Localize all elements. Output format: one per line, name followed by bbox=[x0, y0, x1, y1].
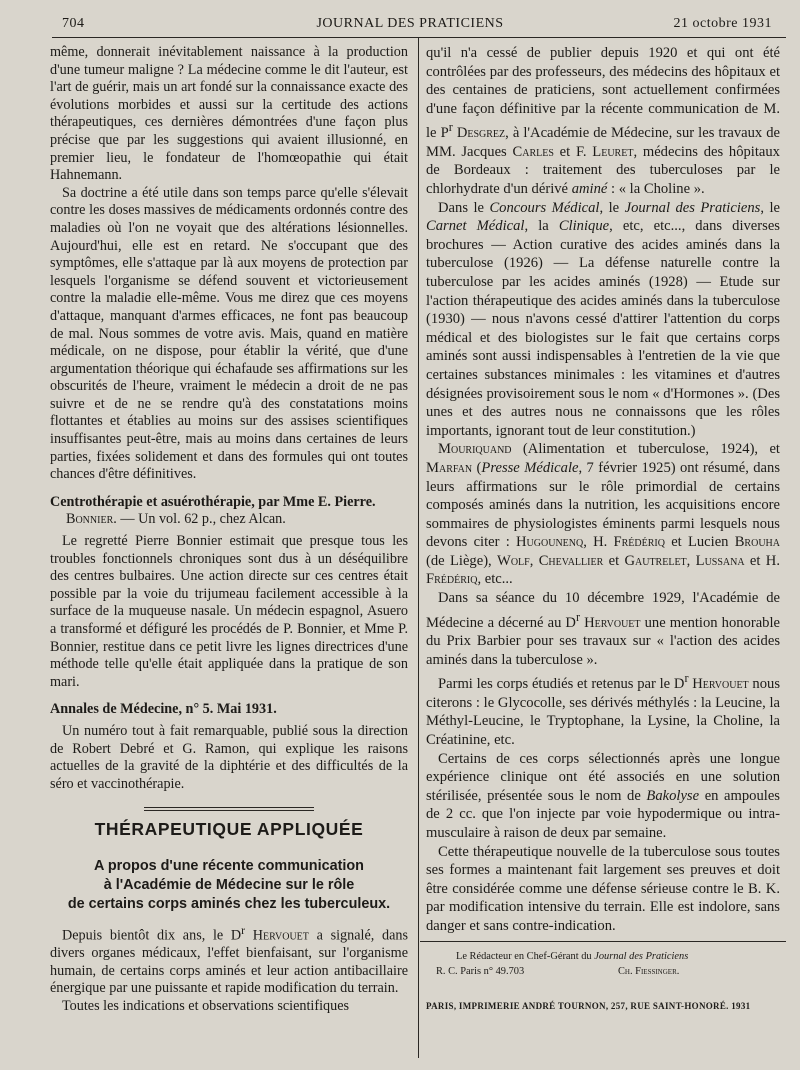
colophon-line bbox=[436, 964, 780, 979]
person-name: Leuret bbox=[592, 143, 634, 160]
text-run: ( bbox=[472, 459, 482, 476]
person-name: Wolf bbox=[497, 552, 530, 569]
superscript: r bbox=[684, 671, 689, 686]
text-run: Dans le bbox=[438, 199, 490, 216]
publication-name: Carnet Médical bbox=[426, 218, 525, 235]
person-name: Hervouet bbox=[692, 676, 749, 693]
superscript: r bbox=[448, 120, 453, 135]
review-body: Le regretté Pierre Bonnier estimait que presque tous les troubles fonctionnels chroniques sont dus à un déséquilibre des centres bulbaires. Une action directe sur ces centres était possible par la voie du trijumeau facilement accessible à la surface de la muqueuse nasale. Un médecin espagnol, Asuero a transformé et défiguré les procédés de P. Bonnier, et Mme P. Bonnier, restitue dans ce petit livre les lignes directrices d'une méthode telle qu'elle était appliquée dans la pratique de son mari. bbox=[50, 533, 408, 690]
page-number: 704 bbox=[62, 16, 85, 31]
text-run: Certains de ces corps sélectionnés après une longue expérience clinique ont été associés en une solution stérilisée, présentée sous le nom de bbox=[426, 750, 780, 804]
registry-number: R. C. Paris n° 49.703 bbox=[436, 966, 525, 978]
colophon-line bbox=[436, 949, 780, 964]
section-title: THÉRAPEUTIQUE APPLIQUÉE bbox=[94, 819, 364, 840]
article-subheading bbox=[50, 857, 408, 914]
issue-date: 21 octobre 1931 bbox=[673, 16, 772, 31]
text-run: , bbox=[529, 552, 539, 569]
right-column bbox=[426, 44, 780, 1016]
person-name: Frédériq bbox=[613, 534, 665, 551]
text-run: : « la Choline ». bbox=[607, 181, 705, 198]
text-run: une mention honorable du Prix Barbier pour ses travaux sur « l'action des acides aminés dans la tuberculose ». bbox=[426, 614, 780, 668]
review-byline bbox=[50, 511, 408, 529]
review-title: Annales de Médecine, n° 5. Mai 1931. bbox=[50, 701, 277, 718]
text-run: , le bbox=[599, 199, 625, 216]
left-column bbox=[50, 44, 408, 1016]
text-run: qu'il n'a cessé de publier depuis 1920 et qui ont été contrôlées par des professeurs, des médecins des hôpitaux et des centaines de praticiens, sont actuellement confirmées d'une façon définitive par la récente communication de M. le P bbox=[426, 45, 780, 142]
person-name: Desgrez bbox=[456, 125, 506, 142]
article-paragraph bbox=[426, 199, 780, 441]
text-run: , 7 février 1925) ont résumé, dans leurs affirmations sur le rôle primordial de certains composés aminés dans la nutrition, les acquisitions encore sommaires de physiologistes éminents parmi lesquels nous devons citer : bbox=[426, 459, 781, 551]
product-name: Bakolyse bbox=[646, 787, 700, 804]
article-paragraph bbox=[426, 44, 780, 199]
text-run: , etc, etc..., dans diverses brochures — Action curative des acides aminés dans la tuberculose (1926) — La défense naturelle contre la tuberculose par les acides aminés (1928) — Etude sur l'action thérapeutique des acides aminés dans la tuberculose (1930) — nous n'avons cessé d'attirer l'attention du corps médical et des biologistes sur le fait que certains corps aminés sont aussi indispensables à l'entretien de la vie que certaines substances minimales : les vitamines et d'autres désignées provisoirement sous le nom « d'Hormones ». (Des unes et des autres nous ne connaissons que les rôles importants, ignorant tout de leur constitution.) bbox=[426, 218, 780, 439]
subheading-line: à l'Académie de Médecine sur le rôle bbox=[103, 876, 355, 893]
publication-name: Journal des Praticiens bbox=[624, 199, 761, 216]
person-name: Frédériq bbox=[426, 571, 478, 588]
text-run: Depuis bientôt dix ans, le D bbox=[62, 927, 242, 944]
text-run: Parmi les corps étudiés et retenus par le D bbox=[438, 676, 685, 693]
text-run: et Lucien bbox=[664, 534, 735, 551]
publication-name: Journal des Praticiens bbox=[594, 951, 689, 963]
text-run: , le bbox=[760, 199, 780, 216]
person-name: Lussana bbox=[695, 552, 745, 569]
subheading-line: A propos d'une récente communication bbox=[94, 857, 364, 874]
text-run: a signalé, dans divers organes médicaux, l'effet bienfaisant, sur l'organisme humain, de certains corps aminés et leur action antibacillaire énergique par une puissante et rapide modification du terrain. bbox=[50, 927, 408, 997]
article-paragraph bbox=[426, 589, 780, 669]
text-run: , à l'Académie de Médecine, sur les travaux de MM. Jacques bbox=[426, 125, 781, 160]
end-rule bbox=[420, 941, 786, 942]
text-run: et H. bbox=[744, 552, 780, 569]
publication-name: Presse Médicale bbox=[481, 459, 579, 476]
superscript: r bbox=[241, 922, 246, 937]
superscript: r bbox=[575, 609, 581, 624]
text-run: (Alimentation et tuberculose, 1924), et bbox=[511, 441, 780, 458]
person-name: Chevallier bbox=[538, 552, 604, 569]
text-run: , H. bbox=[583, 534, 614, 551]
article-paragraph bbox=[426, 669, 780, 749]
paragraph: même, donnerait inévitablement naissance à la production d'une tumeur maligne ? La médecine comme le dit l'auteur, est l'art de guérir, mais un art fondé sur la connaissance exacte des évolutions morbides et aussi sur la certitude des actions thérapeutiques, ces dernières démontrées d'une façon plus précise que par les suggestions qui avaient illusionné, en premier lieu, le fondateur de l'homœopathie qui était Hahnemann. bbox=[50, 44, 408, 184]
person-name: Brouha bbox=[734, 534, 780, 551]
review-publication: — Un vol. 62 p., chez Alcan. bbox=[116, 511, 286, 528]
publication-name: Concours Médical bbox=[489, 199, 600, 216]
article-paragraph: Cette thérapeutique nouvelle de la tuberculose sous toutes ses formes a maintenant fait largement ses preuves et doit être considérée comme une défense sérieuse contre le B. K. par modification intensive du terrain. Elle est indolore, sans danger et sans contre-indication. bbox=[426, 843, 780, 934]
person-name: Hugounenq bbox=[516, 534, 584, 551]
text-run: , bbox=[686, 552, 696, 569]
text-run: Le Rédacteur en Chef-Gérant du bbox=[456, 951, 595, 963]
person-name: Carles bbox=[512, 143, 554, 160]
article-paragraph bbox=[50, 922, 408, 998]
paragraph: Sa doctrine a été utile dans son temps parce qu'elle s'élevait contre les doses massives de médicaments ordonnés contre des maladies où l'on ne voyait que des altérations lésionnelles. Aujourd'hui, elle est en retard. Ne s'occupant que des symptômes, elle s'attaque par là aux moyens de protection par lesquels l'organisme se défend souvent et victorieusement contre la maladie elle-même. Vous me direz que ces moyens d'attaque, manquant d'armes efficaces, ne font pas beaucoup de mal. Nous sommes de votre avis. Mais, quand en matière médicale, on ne dispose, pour établir la vérité, que d'une argumentation théorique qui échafaude ses affirmations sur les obscurités de l'heure, vraiment le médecin a droit de ne pas suivre et de ne se rendre qu'à des constatations moins flottantes et établies au moins sur des assises scientifiques insuffisantes peut-être, mais au moins dans certaines de leurs parties, fixées solidement et dans des formules qui ont toutes chances d'être définitives. bbox=[50, 184, 408, 483]
text-run: , etc... bbox=[477, 571, 513, 588]
editor-name: Ch. Fiessinger. bbox=[618, 966, 680, 978]
article-paragraph bbox=[426, 440, 780, 589]
article-paragraph: Toutes les indications et observations scientifiques bbox=[62, 998, 350, 1015]
text-run: , la bbox=[524, 218, 559, 235]
person-name: Gautrelet bbox=[624, 552, 687, 569]
emphasis: aminé bbox=[571, 181, 608, 198]
header-rule bbox=[52, 37, 786, 38]
article-paragraph bbox=[426, 750, 780, 843]
text-run: (de Liège), bbox=[426, 552, 498, 569]
review-title: Centrothérapie et asuérothérapie, par Mme E. Pierre. bbox=[50, 493, 376, 510]
text-run: en ampoules de 2 cc. que l'on injecte par voie hypodermique ou intra-musculaire à raison de deux par semaine. bbox=[426, 787, 780, 841]
author-name: Hervouet bbox=[252, 927, 309, 944]
text-run: nous citerons : le Glycocolle, ses dérivés méthylés : la Leucine, la Méthyl-Leucine, le Tryptophane, la Lysine, la Choline, la Créatinine, etc. bbox=[426, 676, 780, 748]
journal-title: JOURNAL DES PRATICIENS bbox=[316, 16, 504, 31]
person-name: Mouriquand bbox=[438, 441, 512, 458]
subheading-line: de certains corps aminés chez les tuberculeux. bbox=[67, 895, 391, 912]
section-separator bbox=[144, 807, 314, 811]
review-author: Bonnier. bbox=[66, 511, 117, 528]
column-divider bbox=[418, 38, 419, 1058]
person-name: Hervouet bbox=[584, 614, 641, 631]
colophon bbox=[426, 949, 780, 979]
running-header bbox=[40, 14, 780, 36]
text-run: Dans sa séance du 10 décembre 1929, l'Académie de Médecine a décerné au D bbox=[426, 590, 780, 631]
text-run: , médecins des hôpitaux de Bordeaux : traitement des tuberculoses par le chlorhydrate d'un dérivé bbox=[426, 143, 780, 198]
person-name: Marfan bbox=[426, 459, 473, 476]
publication-name: Clinique bbox=[558, 218, 610, 235]
text-run: et F. bbox=[553, 143, 593, 160]
printer-line: PARIS, IMPRIMERIE ANDRÉ TOURNON, 257, RUE SAINT-HONORÉ. 1931 bbox=[426, 1001, 751, 1012]
text-run: et bbox=[603, 552, 625, 569]
review-body: Un numéro tout à fait remarquable, publié sous la direction de Robert Debré et G. Ramon, qui explique les raisons actuelles de la gravité de la diphtérie et des difficultés de la séro et vaccinothérapie. bbox=[50, 722, 408, 792]
